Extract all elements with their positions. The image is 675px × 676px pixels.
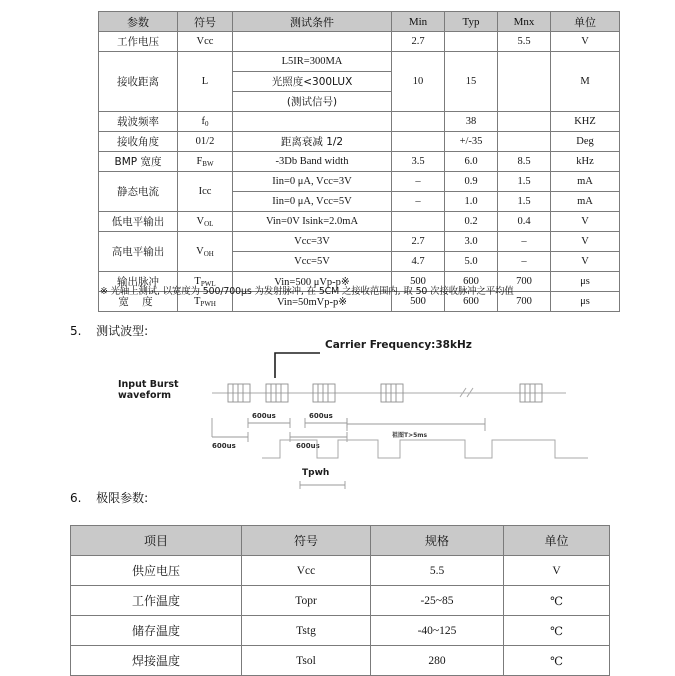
cell-symbol [178, 152, 233, 172]
dimension-600us-a: 600us [212, 442, 236, 450]
cell-typ: 600 [445, 292, 498, 312]
cell-typ: 6.0 [445, 152, 498, 172]
cell-typ: 1.0 [445, 192, 498, 212]
symbol-base: V [196, 215, 205, 227]
cell-max: – [498, 232, 551, 252]
input-burst-label-line1: Input Burst [118, 379, 179, 390]
cell-param: 低电平输出 [99, 212, 178, 232]
column-header-symbol: 符号 [178, 12, 233, 32]
cell-max [498, 112, 551, 132]
cell-min: 500 [392, 272, 445, 292]
cell-unit: V [504, 556, 610, 586]
cell-typ: +/-35 [445, 132, 498, 152]
cell-condition [233, 112, 392, 132]
limits-table-header-row [71, 526, 610, 556]
table-row [99, 52, 620, 72]
cell-typ: 3.0 [445, 232, 498, 252]
cell-min: 2.7 [392, 32, 445, 52]
cell-typ: 38 [445, 112, 498, 132]
cell-min: – [392, 192, 445, 212]
cell-typ: 5.0 [445, 252, 498, 272]
section-5-number: 5. [70, 324, 82, 338]
cell-param: 工作电压 [99, 32, 178, 52]
symbol-base: F [196, 155, 203, 167]
dimension-600us-c: 600us [309, 412, 333, 420]
cell-spec: -40~125 [371, 616, 504, 646]
cell-param: 载波频率 [99, 112, 178, 132]
symbol-subscript: PWH [200, 299, 216, 308]
cell-symbol: Vcc [178, 32, 233, 52]
cell-param: 接收距离 [99, 52, 178, 112]
cell-condition [233, 32, 392, 52]
cell-unit: V [551, 252, 620, 272]
section-6-number: 6. [70, 491, 82, 505]
table-header-row [99, 12, 620, 32]
symbol-base: T [194, 275, 201, 287]
cell-condition: (测试信号) [233, 92, 392, 112]
cell-max [498, 132, 551, 152]
cell-spec: 5.5 [371, 556, 504, 586]
cell-max: 700 [498, 292, 551, 312]
limits-table-container [70, 525, 605, 676]
cell-condition: 距离衰减 1/2 [233, 132, 392, 152]
cell-min: 4.7 [392, 252, 445, 272]
cell-spec: -25~85 [371, 586, 504, 616]
cell-max: 0.4 [498, 212, 551, 232]
tpwh-label: Tpwh [302, 468, 330, 478]
column-header-max: Mnx [498, 12, 551, 32]
cell-symbol [178, 232, 233, 272]
cell-spec: 280 [371, 646, 504, 676]
cell-item: 供应电压 [71, 556, 242, 586]
column-header-param: 参数 [99, 12, 178, 32]
cell-max: 5.5 [498, 32, 551, 52]
cell-unit: ℃ [504, 586, 610, 616]
cell-condition: Iin=0 μA, Vcc=5V [233, 192, 392, 212]
table-row [71, 616, 610, 646]
output-pulse-trace [262, 440, 588, 458]
cell-max: 1.5 [498, 172, 551, 192]
cell-condition: Iin=0 μA, Vcc=3V [233, 172, 392, 192]
cell-unit: V [551, 32, 620, 52]
cell-param: 宽 度 [99, 292, 178, 312]
cell-condition: Vcc=5V [233, 252, 392, 272]
cell-typ [445, 32, 498, 52]
cell-unit: Deg [551, 132, 620, 152]
table-row [71, 556, 610, 586]
cell-max [498, 52, 551, 112]
tpwh-dimension [300, 481, 345, 489]
cell-symbol: Vcc [242, 556, 371, 586]
table-row [99, 152, 620, 172]
symbol-subscript: OL [204, 219, 214, 228]
cell-item: 焊接温度 [71, 646, 242, 676]
cell-max: 8.5 [498, 152, 551, 172]
cell-symbol: 01/2 [178, 132, 233, 152]
period-label: 祖图T>5ms [392, 432, 428, 439]
cell-unit: V [551, 212, 620, 232]
cell-unit: V [551, 232, 620, 252]
cell-unit: ℃ [504, 616, 610, 646]
table-row [99, 172, 620, 192]
cell-item: 工作温度 [71, 586, 242, 616]
cell-param: 静态电流 [99, 172, 178, 212]
table-row [99, 32, 620, 52]
cell-param: 输出脉冲 [99, 272, 178, 292]
cell-min: 500 [392, 292, 445, 312]
cell-condition: -3Db Band width [233, 152, 392, 172]
cell-max: – [498, 252, 551, 272]
dimension-upper [248, 412, 347, 428]
cell-unit: KHZ [551, 112, 620, 132]
electrical-characteristics-table-container [98, 11, 596, 312]
column-header-typ: Typ [445, 12, 498, 32]
cell-min: 10 [392, 52, 445, 112]
dimension-600us-d: 600us [296, 442, 320, 450]
column-header-condition: 测试条件 [233, 12, 392, 32]
carrier-frequency-callout: Carrier Frequency:38kHz [325, 339, 472, 351]
cell-typ: 600 [445, 272, 498, 292]
cell-max: 1.5 [498, 192, 551, 212]
column-header-unit: 单位 [551, 12, 620, 32]
cell-min [392, 212, 445, 232]
cell-symbol: Tstg [242, 616, 371, 646]
section-6-title: 极限参数: [96, 491, 149, 505]
table-row [99, 212, 620, 232]
cell-symbol: L [178, 52, 233, 112]
limits-table-body [71, 556, 610, 676]
cell-typ: 15 [445, 52, 498, 112]
cell-max: 700 [498, 272, 551, 292]
column-header-min: Min [392, 12, 445, 32]
cell-condition: L5IR=300MA [233, 52, 392, 72]
cell-unit: mA [551, 192, 620, 212]
table-row [71, 586, 610, 616]
cell-param: 高电平输出 [99, 232, 178, 272]
symbol-subscript: OH [203, 249, 214, 258]
cell-unit: μs [551, 292, 620, 312]
cell-condition: Vcc=3V [233, 232, 392, 252]
cell-symbol: Icc [178, 172, 233, 212]
cell-unit: ℃ [504, 646, 610, 676]
cell-typ: 0.2 [445, 212, 498, 232]
electrical-table-body [99, 32, 620, 312]
cell-condition: Vin=50mVp-p※ [233, 292, 392, 312]
column-header-item: 项目 [71, 526, 242, 556]
cell-condition: Vin=500 μVp-p※ [233, 272, 392, 292]
cell-unit: kHz [551, 152, 620, 172]
symbol-base: f [201, 115, 205, 127]
input-burst-label-line2: waveform [118, 390, 172, 401]
section-6-heading [70, 489, 148, 506]
cell-min: – [392, 172, 445, 192]
cell-unit: mA [551, 172, 620, 192]
electrical-table-footnote: ※ 光轴上测试, 以宽度为 500/700μs 为发射脉冲, 在 5CM 之接收范围内, 取 50 次接收脉冲之平均值 [100, 286, 514, 297]
cell-symbol: Topr [242, 586, 371, 616]
cell-condition: 光照度<300LUX [233, 72, 392, 92]
section-5-title: 测试波型: [96, 324, 149, 338]
cell-min [392, 112, 445, 132]
symbol-subscript: PWL [200, 279, 216, 288]
column-header-spec: 规格 [371, 526, 504, 556]
column-header-unit: 单位 [504, 526, 610, 556]
absolute-maximum-ratings-table [70, 525, 610, 676]
electrical-characteristics-table [98, 11, 620, 312]
cell-symbol: Tsol [242, 646, 371, 676]
dimension-600us-b: 600us [252, 412, 276, 420]
cell-item: 储存温度 [71, 616, 242, 646]
cell-param: BMP 宽度 [99, 152, 178, 172]
symbol-base: T [194, 295, 201, 307]
table-row [99, 112, 620, 132]
cell-min: 2.7 [392, 232, 445, 252]
cell-symbol [178, 212, 233, 232]
cell-typ: 0.9 [445, 172, 498, 192]
symbol-subscript: BW [202, 159, 214, 168]
column-header-symbol: 符号 [242, 526, 371, 556]
table-row [99, 232, 620, 252]
cell-min [392, 132, 445, 152]
table-row [71, 646, 610, 676]
output-pulse-waveform [260, 430, 590, 492]
cell-unit: μs [551, 272, 620, 292]
cell-param: 接收角度 [99, 132, 178, 152]
cell-symbol [178, 112, 233, 132]
cell-unit: M [551, 52, 620, 112]
symbol-base: V [196, 245, 204, 257]
cell-min: 3.5 [392, 152, 445, 172]
cell-condition: Vin=0V Isink=2.0mA [233, 212, 392, 232]
symbol-subscript: 0 [205, 119, 209, 128]
table-row [99, 132, 620, 152]
carrier-callout-leader-line [275, 353, 320, 378]
